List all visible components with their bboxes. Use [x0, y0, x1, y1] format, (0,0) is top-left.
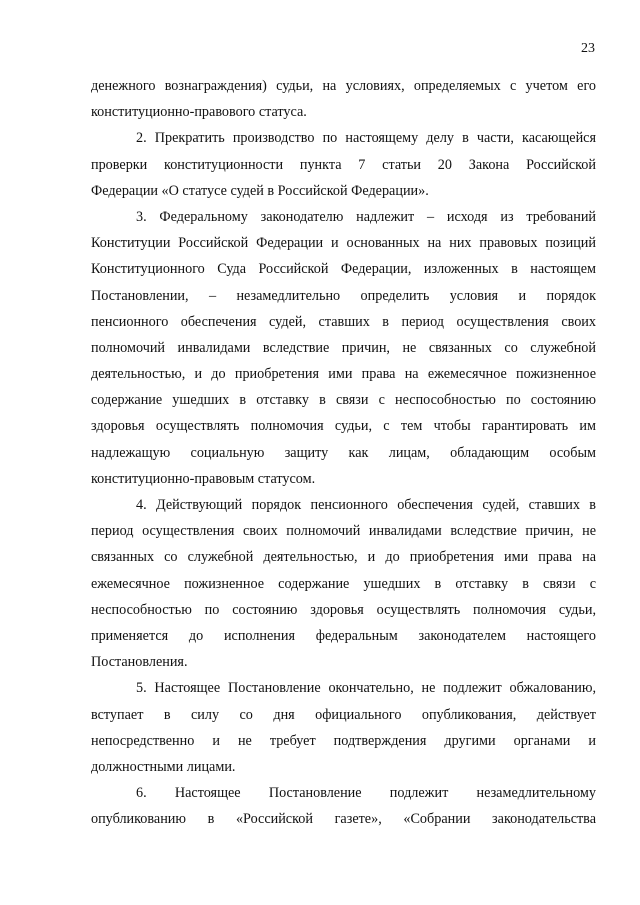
text-line: ежемесячное пожизненное содержание ушедших в отставку в связи с — [91, 575, 596, 592]
text-line: Федерации «О статусе судей в Российской Федерации». — [91, 182, 429, 199]
text-line: непосредственно и не требует подтверждения другими органами и — [91, 732, 596, 749]
text-line: полномочий инвалидами вследствие причин, не связанных со служебной — [91, 339, 596, 356]
text-line: должностными лицами. — [91, 758, 236, 775]
text-line: деятельностью, и до приобретения ими права на ежемесячное пожизненное — [91, 366, 596, 383]
text-line: конституционно-правового статуса. — [91, 104, 307, 121]
text-line: опубликованию в «Российской газете», «Собрании законодательства — [91, 811, 596, 828]
paragraph-item-6 — [91, 780, 596, 832]
page-number: 23 — [581, 41, 595, 56]
paragraph-item-3 — [91, 204, 596, 492]
text-line: Постановления. — [91, 654, 188, 671]
text-line: связанных со служебной деятельностью, и до приобретения ими права на — [91, 549, 596, 566]
text-line: содержание ушедших в отставку в связи с неспособностью по состоянию — [91, 392, 596, 409]
text-line: Конституционного Суда Российской Федерации, изложенных в настоящем — [91, 261, 596, 278]
text-line: надлежащую социальную защиту как лицам, обладающим особым — [91, 444, 596, 461]
text-line: Постановлении, – незамедлительно определить условия и порядок — [91, 287, 596, 304]
text-line: неспособностью по состоянию здоровья осуществлять полномочия судьи, — [91, 601, 596, 618]
text-line: 4. Действующий порядок пенсионного обеспечения судей, ставших в — [136, 497, 596, 513]
text-line: период осуществления своих полномочий инвалидами вследствие причин, не — [91, 523, 596, 540]
text-line: 2. Прекратить производство по настоящему делу в части, касающейся — [136, 130, 596, 147]
text-line: 6. Настоящее Постановление подлежит незамедлительному — [136, 785, 596, 802]
text-line: применяется до исполнения федеральным законодателем настоящего — [91, 627, 596, 644]
text-line: денежного вознаграждения) судьи, на условиях, определяемых с учетом его — [91, 78, 596, 94]
paragraph-item-4 — [91, 492, 596, 675]
text-line: Конституции Российской Федерации и основанных на них правовых позиций — [91, 235, 596, 252]
paragraph-item-2 — [91, 125, 596, 204]
text-line: здоровья осуществлять полномочия судьи, с тем чтобы гарантировать им — [91, 418, 596, 435]
paragraph-continuation — [91, 73, 596, 125]
document-body — [91, 73, 596, 832]
text-line: вступает в силу со дня официального опубликования, действует — [91, 706, 596, 723]
text-line: пенсионного обеспечения судей, ставших в период осуществления своих — [91, 313, 596, 330]
text-line: 3. Федеральному законодателю надлежит – исходя из требований — [136, 208, 596, 225]
text-line: проверки конституционности пункта 7 статьи 20 Закона Российской — [91, 156, 596, 173]
text-line: 5. Настоящее Постановление окончательно, не подлежит обжалованию, — [136, 680, 596, 697]
text-line: конституционно-правовым статусом. — [91, 470, 316, 487]
paragraph-item-5 — [91, 675, 596, 780]
